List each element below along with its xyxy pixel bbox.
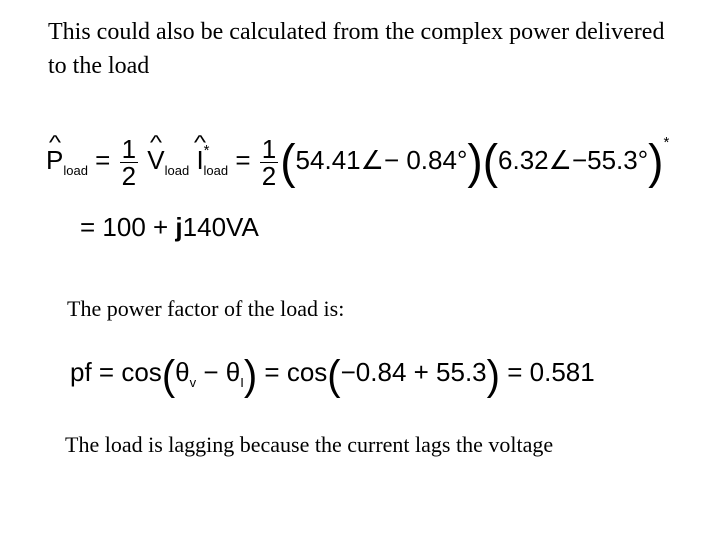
pf-equals-1: =	[98, 357, 115, 387]
power-factor-equation: pf = $\cos(\theta_v - \theta_I) = \cos(-0.84 + 55.3) = 0.581$	[70, 352, 595, 400]
current-angle: −55.3°	[571, 145, 649, 175]
power-factor-label: The power factor of the load is:	[67, 296, 345, 321]
p-load-subscript: load	[63, 163, 88, 178]
pf-equals-3: =	[507, 357, 523, 387]
theta-i-subscript: I	[240, 375, 244, 390]
equals-sign-2: =	[235, 145, 251, 175]
voltage-angle: − 0.84°	[383, 145, 468, 175]
intro-text: This could also be calculated from the complex power delivered to the load	[48, 19, 665, 79]
equals-sign-1: =	[95, 145, 111, 175]
complex-power-equation: ^ $P_{load}$ = $\frac{1}{2}$ ^ $V_{load}$ ^ $I^*_{load}$ = $\frac{1}{2}$ (54.41∠− 0.84°)(6.32∠−55.3°)*	[46, 134, 669, 189]
cos-2: cos	[286, 357, 328, 387]
theta-minus: −	[196, 357, 226, 387]
theta-i: θ	[225, 357, 241, 387]
complex-power-result	[80, 212, 259, 243]
angle-symbol-1: ∠	[360, 145, 384, 175]
angle-symbol-2: ∠	[548, 145, 572, 175]
theta-v: θ	[175, 357, 190, 387]
conjugate-star-2: *	[663, 134, 670, 151]
conclusion-text: The load is lagging because the current lags the voltage	[65, 432, 554, 457]
theta-v-subscript: v	[189, 375, 197, 390]
half-fraction-1: $\frac{1}{2}$	[121, 133, 137, 191]
result-prefix: = 100 +	[80, 212, 176, 242]
p-hat-symbol: ^ P	[46, 145, 63, 176]
voltage-magnitude: 54.41	[295, 145, 361, 175]
pf-result: 0.581	[529, 357, 595, 387]
half-fraction-2: $\frac{1}{2}$	[261, 133, 277, 191]
i-hat-symbol: ^ I	[196, 145, 203, 176]
i-load-subscript: load	[203, 163, 229, 178]
cos-argument: −0.84 + 55.3	[340, 357, 487, 387]
current-magnitude: 6.32	[498, 145, 549, 175]
conjugate-star-1: *	[203, 142, 210, 159]
v-load-subscript: load	[164, 163, 190, 178]
result-suffix: 140VA	[182, 212, 259, 242]
v-hat-symbol: ^ V	[147, 145, 164, 176]
imaginary-j: j	[175, 212, 183, 242]
pf-symbol: pf	[70, 357, 92, 387]
pf-equals-2: =	[264, 357, 280, 387]
cos-1: cos	[121, 357, 162, 387]
